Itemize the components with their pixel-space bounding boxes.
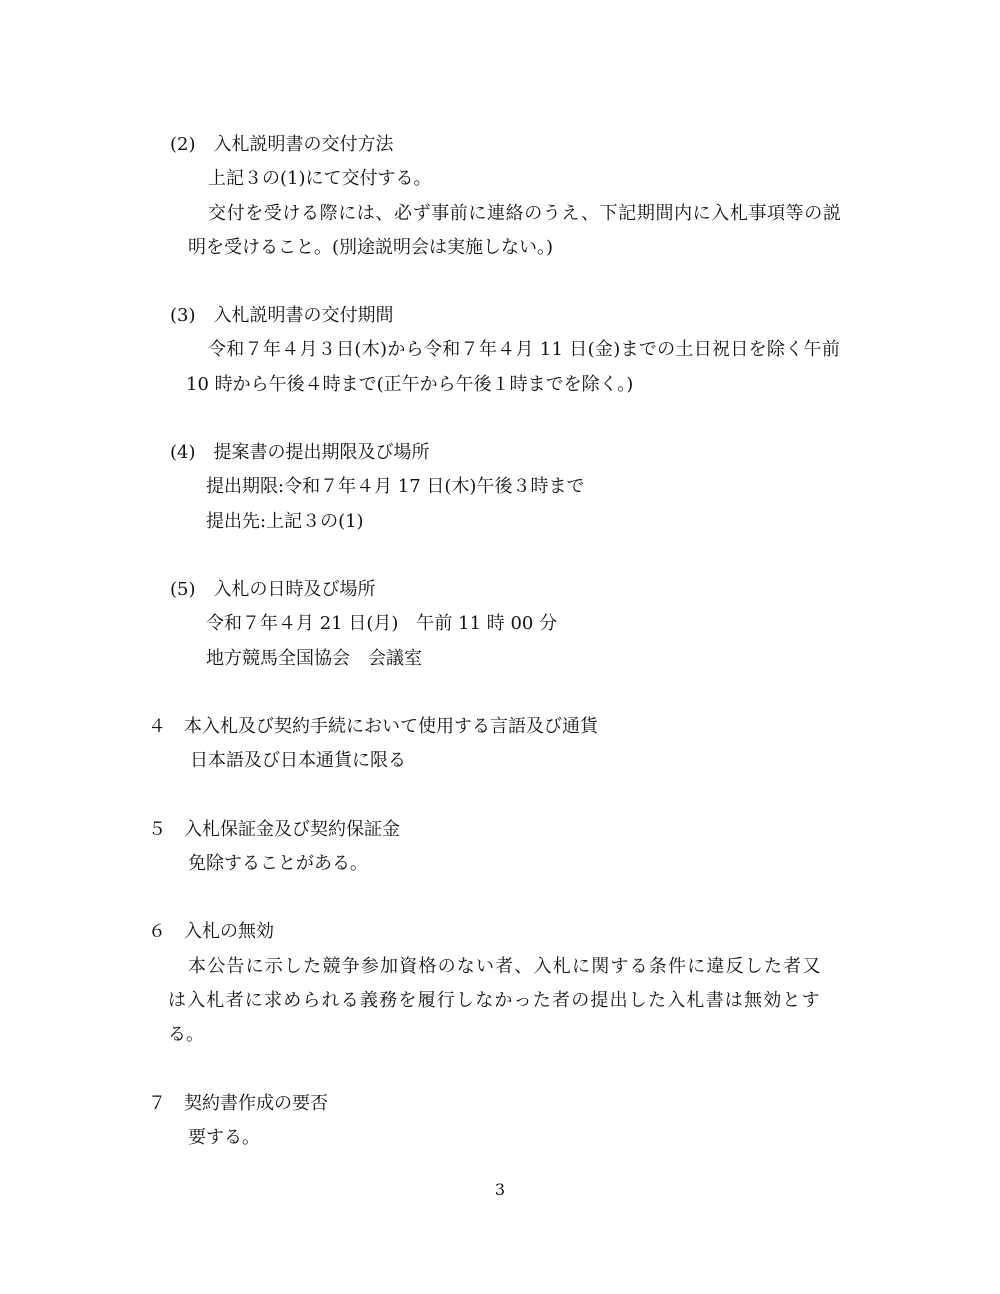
- item-4-heading: (4) 提案書の提出期限及び場所: [170, 442, 430, 463]
- item-5-line-2: 地方競馬全国協会 会議室: [206, 648, 422, 669]
- section-7-heading: ７ 契約書作成の要否: [148, 1093, 328, 1114]
- section-7-line-1: 要する。: [188, 1127, 260, 1148]
- item-3-heading: (3) 入札説明書の交付期間: [170, 305, 394, 326]
- section-4-heading: ４ 本入札及び契約手続において使用する言語及び通貨: [148, 716, 598, 737]
- item-3-line-1: 令和７年４月３日(木)から令和７年４月 11 日(金)までの土日祝日を除く午前: [208, 339, 841, 360]
- item-4-line-2: 提出先:上記３の(1): [206, 511, 364, 532]
- section-4-line-1: 日本語及び日本通貨に限る: [190, 750, 406, 771]
- section-6-heading: ６ 入札の無効: [148, 921, 274, 942]
- item-3-line-2: 10 時から午後４時まで(正午から午後１時までを除く。): [186, 374, 634, 395]
- page-number: 3: [494, 1180, 506, 1199]
- item-2-line-1: 上記３の(1)にて交付する。: [208, 168, 432, 189]
- item-4-line-1: 提出期限:令和７年４月 17 日(木)午後３時まで: [206, 476, 585, 497]
- section-5-line-1: 免除することがある。: [188, 853, 368, 874]
- item-5-line-1: 令和７年４月 21 日(月) 午前 11 時 00 分: [206, 613, 558, 634]
- item-2-line-2: 交付を受ける際には、必ず事前に連絡のうえ、下記期間内に入札事項等の説: [208, 203, 842, 224]
- item-5-heading: (5) 入札の日時及び場所: [170, 579, 376, 600]
- section-6-line-1: 本公告に示した競争参加資格のない者、入札に関する条件に違反した者又: [188, 956, 822, 977]
- section-6-line-2: は入札者に求められる義務を履行しなかった者の提出した入札書は無効とす: [168, 990, 821, 1011]
- item-2-line-3: 明を受けること。(別途説明会は実施しない。): [188, 237, 554, 258]
- section-6-line-3: る。: [168, 1024, 204, 1045]
- item-2-heading: (2) 入札説明書の交付方法: [170, 134, 394, 155]
- section-5-heading: ５ 入札保証金及び契約保証金: [148, 819, 400, 840]
